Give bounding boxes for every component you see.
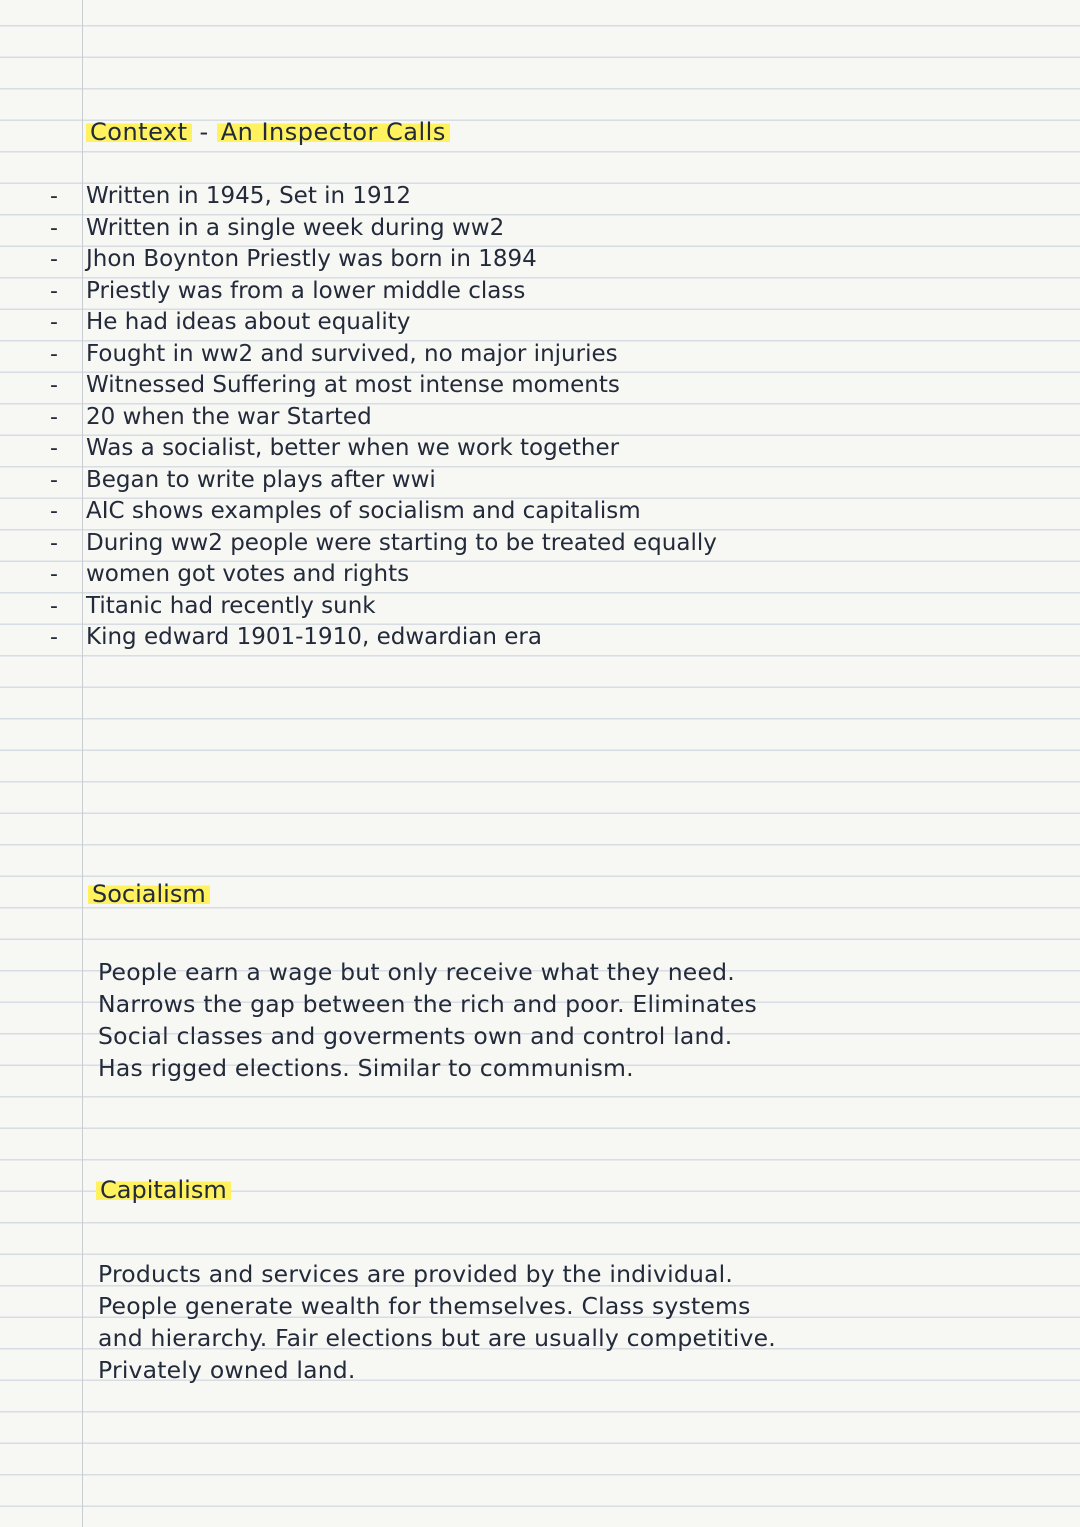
context-bullet-list: [50, 181, 717, 654]
paragraph-line: Products and services are provided by the individual.: [98, 1260, 734, 1288]
list-item: - Written in 1945, Set in 1912: [50, 181, 717, 213]
list-item: - Fought in ww2 and survived, no major injuries: [50, 339, 717, 371]
paragraph-line: Privately owned land.: [98, 1356, 356, 1384]
dash-marker: -: [50, 184, 58, 209]
dash-marker: -: [50, 562, 58, 587]
paragraph-line: Social classes and goverments own and control land.: [98, 1022, 733, 1050]
title-main: Context: [86, 118, 192, 146]
dash-marker: -: [50, 215, 58, 241]
list-item: - Was a socialist, better when we work together: [50, 433, 717, 465]
list-item: - Witnessed Suffering at most intense moments: [50, 370, 717, 402]
dash-marker: -: [50, 404, 58, 430]
list-item: - women got votes and rights: [50, 559, 717, 591]
list-item: - 20 when the war Started: [50, 402, 717, 434]
dash-marker: -: [50, 499, 58, 524]
dash-marker: -: [50, 278, 58, 304]
dash-marker: -: [50, 310, 58, 335]
list-item: - Began to write plays after wwi: [50, 465, 717, 497]
list-item: - AIC shows examples of socialism and capitalism: [50, 496, 717, 528]
capitalism-heading: Capitalism: [96, 1176, 231, 1204]
page-title: [86, 118, 450, 146]
dash-marker: -: [50, 530, 58, 556]
dash-marker: -: [50, 625, 58, 650]
dash-marker: -: [50, 436, 58, 461]
list-item: - Priestly was from a lower middle class: [50, 276, 717, 308]
paragraph-line: Has rigged elections. Similar to communism.: [98, 1054, 634, 1082]
list-item: - He had ideas about equality: [50, 307, 717, 339]
list-item: - Jhon Boynton Priestly was born in 1894: [50, 244, 717, 276]
list-item: - King edward 1901-1910, edwardian era: [50, 622, 717, 654]
capitalism-paragraph: [98, 1258, 1048, 1386]
paragraph-line: People earn a wage but only receive what they need.: [98, 958, 735, 986]
paragraph-line: and hierarchy. Fair elections but are usually competitive.: [98, 1324, 776, 1352]
paragraph-line: People generate wealth for themselves. Class systems: [98, 1292, 751, 1320]
dash-marker: -: [50, 341, 58, 367]
list-item: - During ww2 people were starting to be treated equally: [50, 528, 717, 560]
list-item: - Written in a single week during ww2: [50, 213, 717, 245]
title-sub: An Inspector Calls: [217, 118, 450, 146]
list-item: - Titanic had recently sunk: [50, 591, 717, 623]
title-separator: -: [199, 118, 209, 146]
dash-marker: -: [50, 467, 58, 493]
socialism-heading: Socialism: [88, 880, 210, 908]
paragraph-line: Narrows the gap between the rich and poor. Eliminates: [98, 990, 757, 1018]
dash-marker: -: [50, 373, 58, 398]
dash-marker: -: [50, 247, 58, 272]
socialism-paragraph: [98, 956, 1048, 1084]
dash-marker: -: [50, 593, 58, 619]
